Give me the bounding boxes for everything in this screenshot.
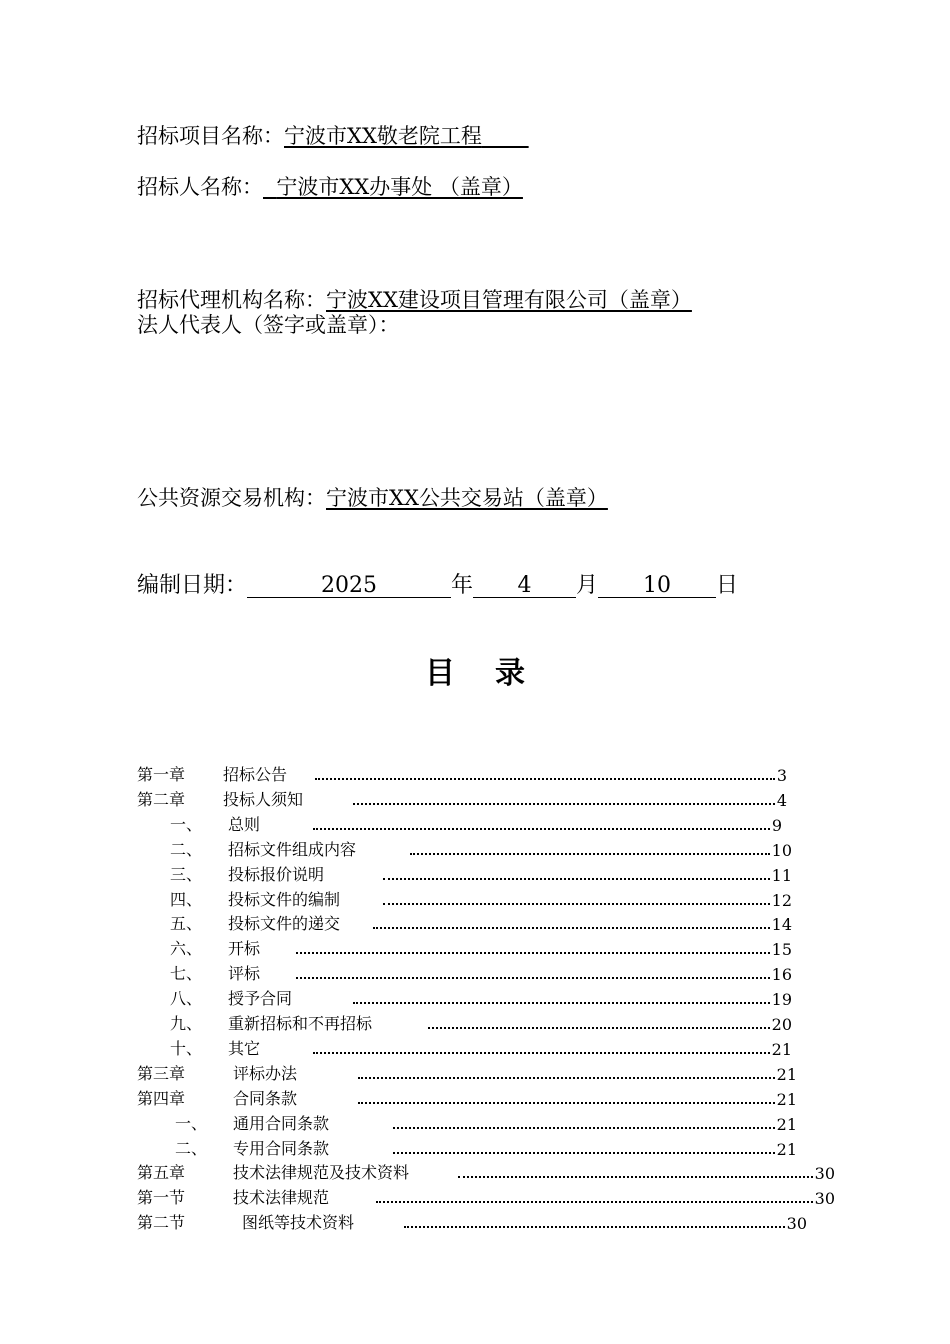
toc-entry-page: 3 <box>776 766 787 785</box>
year-unit: 年 <box>451 573 474 598</box>
toc-entry[interactable] <box>170 1037 792 1059</box>
toc-entry-number: 一、 <box>170 814 203 834</box>
toc-entry-page: 19 <box>771 990 792 1010</box>
toc-dot-leader <box>383 892 770 905</box>
toc-dot-leader <box>313 1041 770 1054</box>
toc-entry[interactable] <box>137 1087 797 1109</box>
toc-dot-leader <box>358 1091 775 1104</box>
project-name-label: 招标项目名称： <box>137 124 284 148</box>
day-value: 10 <box>598 575 716 598</box>
toc-dot-leader <box>373 916 770 929</box>
toc-entry[interactable] <box>170 937 792 959</box>
toc-entry-title: 总则 <box>228 814 261 834</box>
toc-entry-title: 投标文件的递交 <box>228 914 341 934</box>
toc-entry[interactable] <box>137 1186 835 1208</box>
toc-entry-number: 第三章 <box>137 1063 186 1083</box>
toc-entry[interactable] <box>170 1012 792 1034</box>
toc-entry-number: 九、 <box>170 1014 203 1033</box>
toc-entry-number: 二、 <box>175 1138 208 1158</box>
toc-entry-page: 21 <box>776 1089 797 1109</box>
toc-entry-number: 八、 <box>170 989 203 1009</box>
toc-dot-leader <box>358 1066 775 1079</box>
toc-entry-title: 投标人须知 <box>223 789 304 809</box>
toc-entry-number: 第五章 <box>137 1163 186 1183</box>
toc-entry[interactable] <box>175 1137 797 1159</box>
toc-entry[interactable] <box>175 1112 797 1134</box>
month-value: 4 <box>473 575 576 598</box>
toc-entry-title: 评标 <box>228 964 261 984</box>
toc-entry-number: 第二章 <box>137 789 186 809</box>
toc-entry[interactable] <box>170 838 792 860</box>
agency-name-value: 宁波XX建设项目管理有限公司（盖章） <box>326 288 692 312</box>
toc-entry-title: 图纸等技术资料 <box>242 1213 355 1233</box>
toc-entry-number: 第四章 <box>137 1088 186 1108</box>
toc-entry-page: 10 <box>771 840 792 860</box>
toc-dot-leader <box>428 1016 770 1029</box>
month-unit: 月 <box>576 573 599 598</box>
toc-dot-leader <box>376 1190 813 1203</box>
toc-entry-title: 专用合同条款 <box>233 1138 330 1158</box>
toc-entry-title: 其它 <box>228 1038 261 1058</box>
toc-entry-page: 4 <box>776 790 787 810</box>
project-name-line <box>137 120 529 150</box>
toc-entry[interactable] <box>170 888 792 910</box>
toc-dot-leader <box>315 767 775 780</box>
toc-entry-number: 十、 <box>170 1038 203 1058</box>
toc-entry-number: 二、 <box>170 839 203 859</box>
toc-entry-page: 9 <box>771 815 782 835</box>
toc-entry-title: 技术法律规范 <box>233 1188 330 1208</box>
toc-entry-page: 21 <box>771 1039 792 1059</box>
legal-rep-line <box>137 309 400 339</box>
tenderer-name-line <box>137 171 523 201</box>
toc-dot-leader <box>393 1116 775 1129</box>
toc-entry-page: 21 <box>776 1064 797 1084</box>
toc-entry-number: 四、 <box>170 889 203 909</box>
toc-entry[interactable] <box>170 912 792 934</box>
toc-entry-title: 开标 <box>228 939 261 959</box>
toc-dot-leader <box>410 842 770 855</box>
toc-entry-number: 六、 <box>170 939 203 959</box>
toc-title: 目录 <box>425 656 565 691</box>
toc-entry-number: 三、 <box>170 864 203 884</box>
toc-entry-page: 14 <box>771 915 792 935</box>
toc-entry-page: 21 <box>776 1114 797 1134</box>
toc-dot-leader <box>458 1165 813 1178</box>
toc-entry-title: 投标文件的编制 <box>228 889 341 909</box>
toc-entry[interactable] <box>137 1062 797 1084</box>
toc-entry-page: 16 <box>771 965 792 985</box>
toc-entry-page: 30 <box>786 1214 807 1234</box>
compile-date-line <box>137 568 738 599</box>
toc-entry-page: 30 <box>814 1164 835 1184</box>
toc-entry-title: 授予合同 <box>228 989 293 1009</box>
toc-entry[interactable] <box>170 863 792 885</box>
toc-entry-number: 第二节 <box>137 1213 186 1233</box>
toc-entry-number: 一、 <box>175 1113 208 1133</box>
project-name-value: 宁波市XX敬老院工程 <box>284 124 482 148</box>
tenderer-name-value: 宁波市XX办事处 （盖章） <box>276 175 523 199</box>
toc-entry-page: 12 <box>771 890 792 910</box>
exchange-line <box>137 482 608 512</box>
toc-dot-leader <box>383 867 770 880</box>
year-value: 2025 <box>247 575 451 598</box>
compile-date-label: 编制日期： <box>137 573 248 598</box>
toc-dot-leader <box>313 817 770 830</box>
toc-entry-title: 投标报价说明 <box>228 864 325 884</box>
toc-entry-page: 30 <box>814 1189 835 1209</box>
toc-entry-number: 七、 <box>170 964 203 984</box>
toc-entry-title: 招标文件组成内容 <box>228 839 357 859</box>
toc-entry-title: 重新招标和不再招标 <box>228 1014 373 1033</box>
toc-entry[interactable] <box>137 788 787 810</box>
agency-name-label: 招标代理机构名称： <box>137 288 326 312</box>
toc-dot-leader <box>393 1141 775 1154</box>
toc-dot-leader <box>296 966 770 979</box>
toc-entry-title: 通用合同条款 <box>233 1113 330 1133</box>
toc-entry[interactable] <box>137 763 787 785</box>
toc-entry-page: 21 <box>776 1139 797 1159</box>
toc-entry[interactable] <box>170 962 792 984</box>
toc-entry-title: 评标办法 <box>233 1063 298 1083</box>
toc-entry-page: 11 <box>771 865 792 885</box>
toc-entry-number: 五、 <box>170 914 203 934</box>
day-unit: 日 <box>716 573 739 598</box>
toc-entry-page: 20 <box>771 1015 792 1034</box>
toc-entry-number: 第一节 <box>137 1188 186 1208</box>
toc-entry[interactable] <box>170 987 792 1009</box>
toc-entry[interactable] <box>170 813 782 835</box>
toc-dot-leader <box>404 1215 785 1228</box>
toc-entry-title: 技术法律规范及技术资料 <box>233 1163 410 1183</box>
tenderer-name-label: 招标人名称： <box>137 175 263 199</box>
toc-entry-title: 合同条款 <box>233 1088 298 1108</box>
legal-rep-label: 法人代表人（签字或盖章）： <box>137 313 400 337</box>
toc-dot-leader <box>353 792 775 805</box>
exchange-label: 公共资源交易机构： <box>137 486 326 510</box>
toc-dot-leader <box>353 991 770 1004</box>
toc-entry-page: 15 <box>771 940 792 960</box>
toc-entry[interactable] <box>137 1161 835 1183</box>
toc-dot-leader <box>296 941 770 954</box>
toc-entry[interactable] <box>137 1211 807 1233</box>
exchange-value: 宁波市XX公共交易站（盖章） <box>326 486 608 510</box>
toc-entry-number: 第一章 <box>137 765 186 784</box>
toc-entry-title: 招标公告 <box>223 765 288 784</box>
